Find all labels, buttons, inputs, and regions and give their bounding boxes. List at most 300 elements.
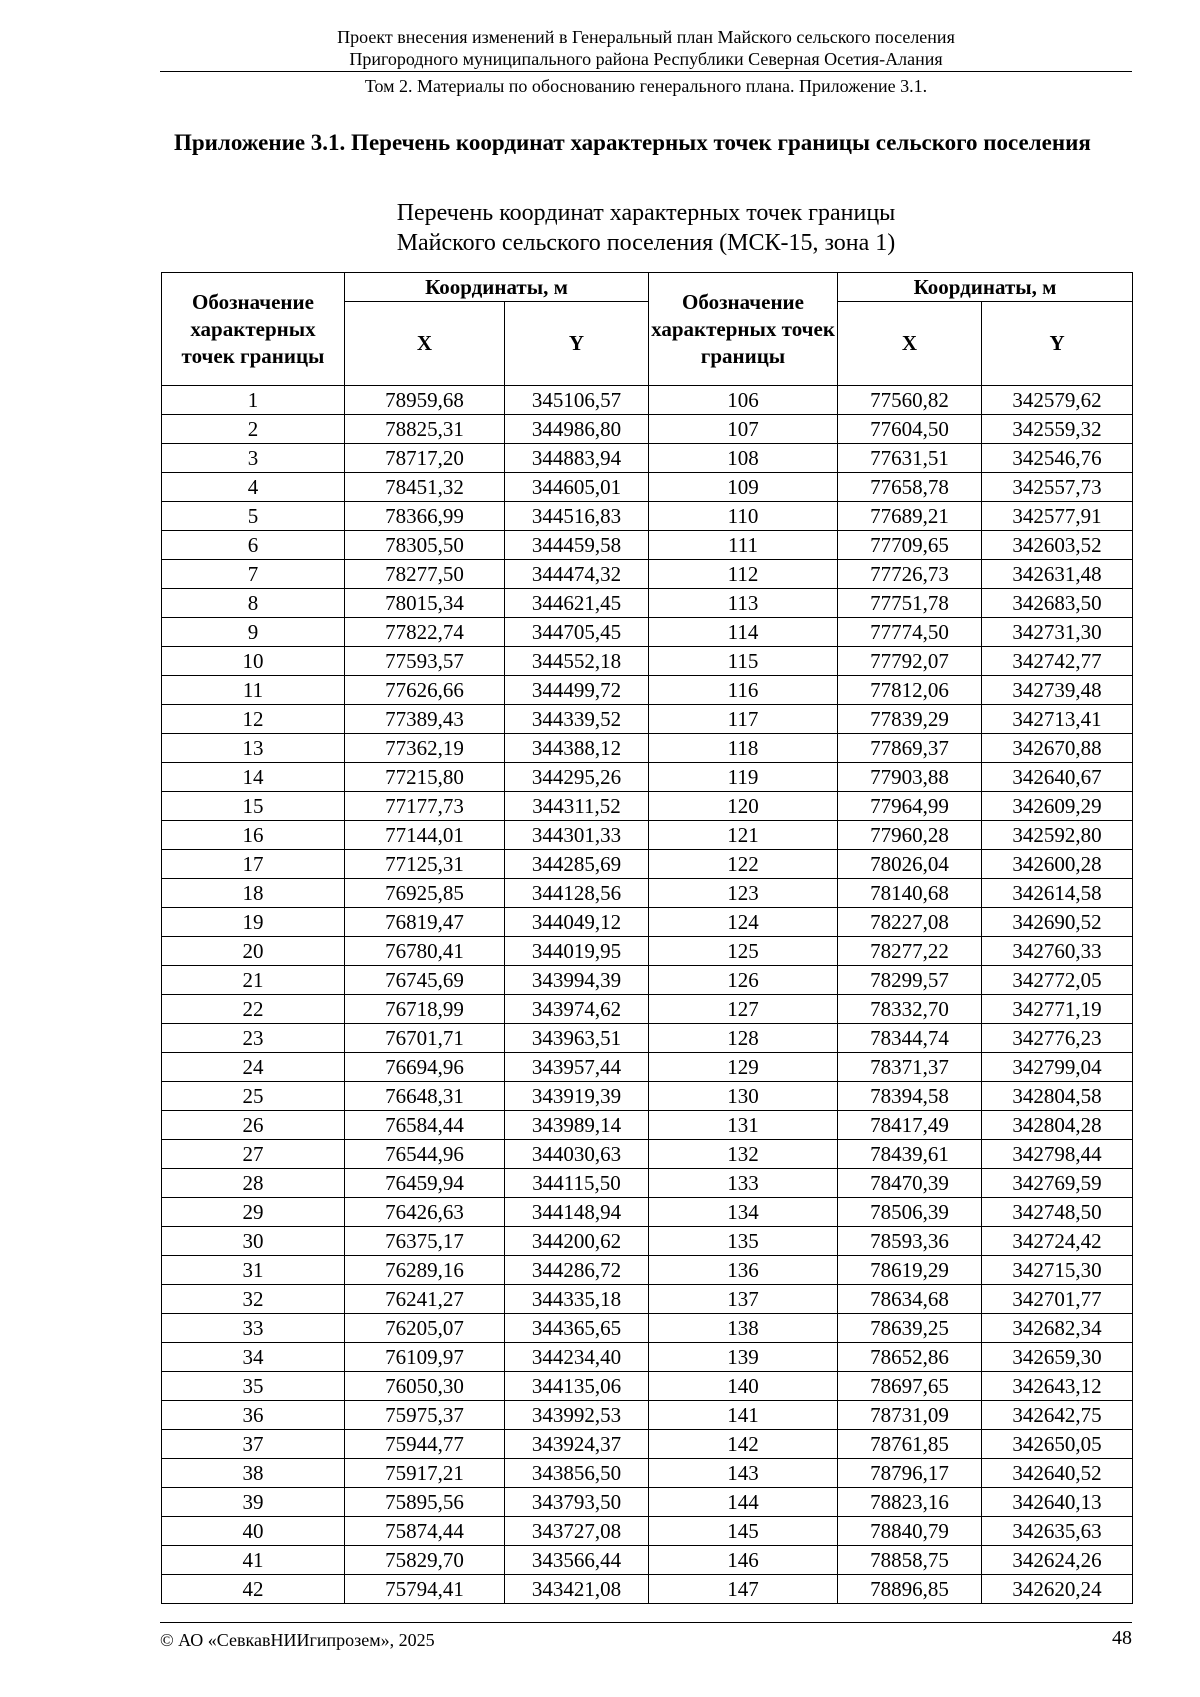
cell-point-right: 132	[649, 1140, 838, 1169]
cell-point-left: 9	[162, 618, 345, 647]
table-row	[162, 415, 1133, 444]
cell-point-right: 136	[649, 1256, 838, 1285]
cell-point-right: 122	[649, 850, 838, 879]
table-row	[162, 850, 1133, 879]
cell-x-left: 75975,37	[345, 1401, 505, 1430]
cell-point-right: 147	[649, 1575, 838, 1604]
cell-y-right: 342804,58	[982, 1082, 1133, 1111]
cell-point-left: 13	[162, 734, 345, 763]
cell-point-right: 107	[649, 415, 838, 444]
cell-y-right: 342724,42	[982, 1227, 1133, 1256]
cell-x-left: 77389,43	[345, 705, 505, 734]
cell-point-left: 14	[162, 763, 345, 792]
cell-point-right: 124	[649, 908, 838, 937]
cell-point-left: 36	[162, 1401, 345, 1430]
cell-point-left: 1	[162, 386, 345, 415]
cell-x-left: 76544,96	[345, 1140, 505, 1169]
cell-y-right: 342690,52	[982, 908, 1133, 937]
cell-point-left: 38	[162, 1459, 345, 1488]
cell-y-right: 342769,59	[982, 1169, 1133, 1198]
table-row	[162, 560, 1133, 589]
cell-y-left: 343924,37	[505, 1430, 649, 1459]
cell-x-left: 76241,27	[345, 1285, 505, 1314]
cell-x-left: 76050,30	[345, 1372, 505, 1401]
table-caption	[160, 198, 1132, 258]
cell-x-left: 78015,34	[345, 589, 505, 618]
cell-point-right: 126	[649, 966, 838, 995]
table-row	[162, 473, 1133, 502]
cell-point-left: 10	[162, 647, 345, 676]
cell-y-right: 342643,12	[982, 1372, 1133, 1401]
cell-y-right: 342609,29	[982, 792, 1133, 821]
cell-x-right: 78394,58	[838, 1082, 982, 1111]
cell-y-right: 342771,19	[982, 995, 1133, 1024]
table-row	[162, 705, 1133, 734]
header-line-2: Пригородного муниципального района Республики Северная Осетия-Алания	[349, 49, 943, 69]
cell-x-left: 76205,07	[345, 1314, 505, 1343]
cell-y-right: 342683,50	[982, 589, 1133, 618]
cell-y-left: 343992,53	[505, 1401, 649, 1430]
table-row	[162, 1082, 1133, 1111]
cell-x-right: 78796,17	[838, 1459, 982, 1488]
cell-y-left: 344285,69	[505, 850, 649, 879]
cell-x-left: 77593,57	[345, 647, 505, 676]
cell-y-right: 342682,34	[982, 1314, 1133, 1343]
cell-point-right: 116	[649, 676, 838, 705]
table-row	[162, 1111, 1133, 1140]
cell-point-right: 118	[649, 734, 838, 763]
cell-x-left: 78277,50	[345, 560, 505, 589]
header-coordinates-left: Координаты, м	[345, 273, 649, 302]
table-row	[162, 1546, 1133, 1575]
cell-x-left: 76745,69	[345, 966, 505, 995]
cell-x-right: 78026,04	[838, 850, 982, 879]
header-line-3: Том 2. Материалы по обоснованию генерального плана. Приложение 3.1.	[364, 76, 928, 96]
cell-x-right: 78332,70	[838, 995, 982, 1024]
cell-point-left: 41	[162, 1546, 345, 1575]
cell-x-left: 78825,31	[345, 415, 505, 444]
table-row	[162, 1285, 1133, 1314]
table-row	[162, 792, 1133, 821]
table-row	[162, 1517, 1133, 1546]
cell-point-right: 127	[649, 995, 838, 1024]
cell-y-right: 342799,04	[982, 1053, 1133, 1082]
cell-point-right: 134	[649, 1198, 838, 1227]
table-row	[162, 995, 1133, 1024]
table-row	[162, 676, 1133, 705]
cell-point-left: 23	[162, 1024, 345, 1053]
cell-y-left: 343974,62	[505, 995, 649, 1024]
table-row	[162, 1140, 1133, 1169]
table-row	[162, 821, 1133, 850]
header-line-1: Проект внесения изменений в Генеральный план Майского сельского поселения	[337, 27, 955, 47]
cell-point-right: 139	[649, 1343, 838, 1372]
cell-x-left: 76375,17	[345, 1227, 505, 1256]
header-divider	[160, 71, 1132, 72]
header-point-designation-left: Обозначение характерных точек границы	[162, 273, 345, 386]
cell-y-left: 344286,72	[505, 1256, 649, 1285]
cell-y-right: 342748,50	[982, 1198, 1133, 1227]
cell-x-left: 77626,66	[345, 676, 505, 705]
cell-y-left: 344301,33	[505, 821, 649, 850]
cell-y-left: 344200,62	[505, 1227, 649, 1256]
cell-y-left: 343963,51	[505, 1024, 649, 1053]
table-row	[162, 1169, 1133, 1198]
cell-y-right: 342577,91	[982, 502, 1133, 531]
cell-point-left: 19	[162, 908, 345, 937]
cell-y-left: 344339,52	[505, 705, 649, 734]
cell-point-right: 145	[649, 1517, 838, 1546]
cell-x-left: 78959,68	[345, 386, 505, 415]
table-row	[162, 618, 1133, 647]
footer-copyright: © АО «СевкавНИИгипрозем», 2025	[160, 1630, 435, 1650]
page-number: 48	[1112, 1627, 1132, 1649]
cell-point-left: 39	[162, 1488, 345, 1517]
cell-x-left: 76426,63	[345, 1198, 505, 1227]
cell-point-right: 125	[649, 937, 838, 966]
cell-x-right: 78593,36	[838, 1227, 982, 1256]
cell-x-right: 78470,39	[838, 1169, 982, 1198]
cell-point-left: 2	[162, 415, 345, 444]
cell-y-left: 344621,45	[505, 589, 649, 618]
table-row	[162, 1459, 1133, 1488]
cell-y-right: 342650,05	[982, 1430, 1133, 1459]
cell-point-left: 29	[162, 1198, 345, 1227]
cell-point-left: 22	[162, 995, 345, 1024]
cell-x-left: 75895,56	[345, 1488, 505, 1517]
cell-point-left: 35	[162, 1372, 345, 1401]
cell-point-left: 25	[162, 1082, 345, 1111]
cell-point-left: 18	[162, 879, 345, 908]
table-row	[162, 1575, 1133, 1604]
cell-x-right: 78506,39	[838, 1198, 982, 1227]
cell-point-left: 15	[162, 792, 345, 821]
cell-point-right: 115	[649, 647, 838, 676]
cell-y-left: 343989,14	[505, 1111, 649, 1140]
cell-point-right: 111	[649, 531, 838, 560]
cell-y-left: 344234,40	[505, 1343, 649, 1372]
cell-y-right: 342772,05	[982, 966, 1133, 995]
cell-point-right: 109	[649, 473, 838, 502]
cell-point-left: 12	[162, 705, 345, 734]
cell-x-left: 76780,41	[345, 937, 505, 966]
cell-y-left: 343994,39	[505, 966, 649, 995]
cell-x-left: 78366,99	[345, 502, 505, 531]
table-row	[162, 1053, 1133, 1082]
table-row	[162, 502, 1133, 531]
cell-x-left: 77125,31	[345, 850, 505, 879]
cell-x-right: 78344,74	[838, 1024, 982, 1053]
cell-y-right: 342603,52	[982, 531, 1133, 560]
cell-y-right: 342713,41	[982, 705, 1133, 734]
cell-x-left: 76289,16	[345, 1256, 505, 1285]
cell-y-right: 342731,30	[982, 618, 1133, 647]
cell-x-right: 77604,50	[838, 415, 982, 444]
cell-y-right: 342804,28	[982, 1111, 1133, 1140]
cell-x-right: 78227,08	[838, 908, 982, 937]
cell-point-left: 34	[162, 1343, 345, 1372]
cell-x-left: 75794,41	[345, 1575, 505, 1604]
header-y-left: Y	[505, 302, 649, 386]
cell-y-right: 342642,75	[982, 1401, 1133, 1430]
cell-y-left: 344459,58	[505, 531, 649, 560]
cell-x-left: 78451,32	[345, 473, 505, 502]
header-coordinates-right: Координаты, м	[838, 273, 1133, 302]
cell-point-left: 21	[162, 966, 345, 995]
cell-point-left: 37	[162, 1430, 345, 1459]
cell-x-right: 77903,88	[838, 763, 982, 792]
cell-x-right: 77658,78	[838, 473, 982, 502]
cell-point-right: 144	[649, 1488, 838, 1517]
cell-x-left: 76109,97	[345, 1343, 505, 1372]
cell-point-right: 110	[649, 502, 838, 531]
cell-x-right: 77726,73	[838, 560, 982, 589]
cell-x-right: 78619,29	[838, 1256, 982, 1285]
cell-y-left: 343566,44	[505, 1546, 649, 1575]
cell-y-left: 344605,01	[505, 473, 649, 502]
cell-x-right: 78639,25	[838, 1314, 982, 1343]
cell-x-left: 75917,21	[345, 1459, 505, 1488]
cell-point-right: 142	[649, 1430, 838, 1459]
cell-x-right: 77960,28	[838, 821, 982, 850]
table-caption-line-2: Майского сельского поселения (МСК-15, зона 1)	[396, 230, 896, 256]
cell-x-right: 78697,65	[838, 1372, 982, 1401]
cell-y-left: 343919,39	[505, 1082, 649, 1111]
cell-y-right: 342640,13	[982, 1488, 1133, 1517]
cell-x-left: 77362,19	[345, 734, 505, 763]
cell-point-left: 7	[162, 560, 345, 589]
cell-point-right: 117	[649, 705, 838, 734]
cell-point-right: 119	[649, 763, 838, 792]
cell-x-left: 76819,47	[345, 908, 505, 937]
cell-point-right: 131	[649, 1111, 838, 1140]
cell-point-right: 143	[649, 1459, 838, 1488]
cell-y-left: 343793,50	[505, 1488, 649, 1517]
cell-y-left: 343957,44	[505, 1053, 649, 1082]
cell-point-right: 141	[649, 1401, 838, 1430]
cell-y-right: 342624,26	[982, 1546, 1133, 1575]
cell-x-left: 75944,77	[345, 1430, 505, 1459]
cell-y-right: 342715,30	[982, 1256, 1133, 1285]
cell-x-right: 77689,21	[838, 502, 982, 531]
cell-y-right: 342614,58	[982, 879, 1133, 908]
cell-y-left: 344049,12	[505, 908, 649, 937]
running-header	[160, 26, 1132, 97]
appendix-title: Приложение 3.1. Перечень координат характерных точек границы сельского поселения	[174, 130, 1091, 155]
cell-point-right: 123	[649, 879, 838, 908]
cell-x-right: 77792,07	[838, 647, 982, 676]
cell-y-right: 342798,44	[982, 1140, 1133, 1169]
cell-x-right: 77869,37	[838, 734, 982, 763]
cell-point-right: 108	[649, 444, 838, 473]
cell-y-left: 344148,94	[505, 1198, 649, 1227]
page-footer	[160, 1622, 1132, 1650]
cell-x-right: 78371,37	[838, 1053, 982, 1082]
cell-x-right: 78823,16	[838, 1488, 982, 1517]
cell-point-right: 129	[649, 1053, 838, 1082]
cell-y-right: 342600,28	[982, 850, 1133, 879]
cell-x-left: 77215,80	[345, 763, 505, 792]
table-row	[162, 734, 1133, 763]
cell-point-left: 3	[162, 444, 345, 473]
cell-point-right: 138	[649, 1314, 838, 1343]
cell-y-left: 344295,26	[505, 763, 649, 792]
table-row	[162, 1488, 1133, 1517]
table-row	[162, 1343, 1133, 1372]
coordinates-table-body	[162, 386, 1133, 1604]
cell-x-left: 77177,73	[345, 792, 505, 821]
cell-y-right: 342635,63	[982, 1517, 1133, 1546]
cell-point-right: 135	[649, 1227, 838, 1256]
cell-y-left: 344474,32	[505, 560, 649, 589]
cell-x-right: 78417,49	[838, 1111, 982, 1140]
cell-y-left: 344019,95	[505, 937, 649, 966]
cell-x-right: 77964,99	[838, 792, 982, 821]
cell-y-left: 344516,83	[505, 502, 649, 531]
cell-y-left: 344388,12	[505, 734, 649, 763]
cell-point-right: 137	[649, 1285, 838, 1314]
cell-point-left: 8	[162, 589, 345, 618]
cell-point-right: 130	[649, 1082, 838, 1111]
cell-y-left: 344135,06	[505, 1372, 649, 1401]
cell-y-right: 342640,67	[982, 763, 1133, 792]
cell-point-right: 113	[649, 589, 838, 618]
cell-x-right: 77839,29	[838, 705, 982, 734]
cell-y-right: 342620,24	[982, 1575, 1133, 1604]
cell-point-left: 42	[162, 1575, 345, 1604]
cell-y-right: 342670,88	[982, 734, 1133, 763]
coordinates-table	[161, 272, 1133, 1604]
cell-point-left: 32	[162, 1285, 345, 1314]
table-row	[162, 1024, 1133, 1053]
cell-point-right: 106	[649, 386, 838, 415]
table-row	[162, 763, 1133, 792]
cell-x-right: 78140,68	[838, 879, 982, 908]
header-x-left: X	[345, 302, 505, 386]
cell-y-left: 344030,63	[505, 1140, 649, 1169]
cell-point-left: 20	[162, 937, 345, 966]
cell-x-right: 77812,06	[838, 676, 982, 705]
cell-point-right: 120	[649, 792, 838, 821]
cell-x-right: 78761,85	[838, 1430, 982, 1459]
cell-point-left: 6	[162, 531, 345, 560]
cell-y-left: 344883,94	[505, 444, 649, 473]
cell-x-right: 77631,51	[838, 444, 982, 473]
cell-y-right: 342701,77	[982, 1285, 1133, 1314]
table-row	[162, 937, 1133, 966]
table-row	[162, 1198, 1133, 1227]
cell-x-right: 77751,78	[838, 589, 982, 618]
cell-point-left: 11	[162, 676, 345, 705]
table-row	[162, 966, 1133, 995]
cell-x-left: 78717,20	[345, 444, 505, 473]
cell-x-right: 78299,57	[838, 966, 982, 995]
cell-y-right: 342579,62	[982, 386, 1133, 415]
cell-point-left: 17	[162, 850, 345, 879]
table-row	[162, 1256, 1133, 1285]
cell-point-right: 114	[649, 618, 838, 647]
cell-x-right: 78277,22	[838, 937, 982, 966]
table-row	[162, 589, 1133, 618]
cell-x-right: 78858,75	[838, 1546, 982, 1575]
cell-y-left: 344335,18	[505, 1285, 649, 1314]
cell-x-left: 75874,44	[345, 1517, 505, 1546]
cell-y-right: 342592,80	[982, 821, 1133, 850]
cell-x-left: 78305,50	[345, 531, 505, 560]
table-row	[162, 1314, 1133, 1343]
table-row	[162, 908, 1133, 937]
cell-y-left: 344552,18	[505, 647, 649, 676]
cell-point-left: 28	[162, 1169, 345, 1198]
cell-x-left: 75829,70	[345, 1546, 505, 1575]
cell-point-right: 128	[649, 1024, 838, 1053]
cell-x-left: 76718,99	[345, 995, 505, 1024]
cell-x-right: 77709,65	[838, 531, 982, 560]
cell-x-left: 76701,71	[345, 1024, 505, 1053]
cell-point-left: 33	[162, 1314, 345, 1343]
cell-x-left: 77822,74	[345, 618, 505, 647]
cell-y-left: 344705,45	[505, 618, 649, 647]
cell-x-left: 77144,01	[345, 821, 505, 850]
cell-point-right: 146	[649, 1546, 838, 1575]
table-caption-line-1: Перечень координат характерных точек границы	[396, 200, 896, 226]
cell-x-right: 78731,09	[838, 1401, 982, 1430]
cell-y-left: 344128,56	[505, 879, 649, 908]
cell-y-left: 344499,72	[505, 676, 649, 705]
cell-x-left: 76459,94	[345, 1169, 505, 1198]
cell-point-left: 40	[162, 1517, 345, 1546]
cell-y-right: 342776,23	[982, 1024, 1133, 1053]
cell-x-left: 76694,96	[345, 1053, 505, 1082]
cell-y-right: 342742,77	[982, 647, 1133, 676]
cell-y-right: 342640,52	[982, 1459, 1133, 1488]
cell-point-right: 121	[649, 821, 838, 850]
header-y-right: Y	[982, 302, 1133, 386]
table-row	[162, 1227, 1133, 1256]
cell-y-left: 344311,52	[505, 792, 649, 821]
cell-y-right: 342557,73	[982, 473, 1133, 502]
table-row	[162, 531, 1133, 560]
table-row	[162, 386, 1133, 415]
cell-y-left: 343421,08	[505, 1575, 649, 1604]
cell-point-right: 112	[649, 560, 838, 589]
table-row	[162, 879, 1133, 908]
cell-point-left: 26	[162, 1111, 345, 1140]
cell-x-right: 78896,85	[838, 1575, 982, 1604]
cell-y-right: 342739,48	[982, 676, 1133, 705]
cell-x-left: 76584,44	[345, 1111, 505, 1140]
cell-x-left: 76648,31	[345, 1082, 505, 1111]
cell-x-right: 78652,86	[838, 1343, 982, 1372]
table-row	[162, 1372, 1133, 1401]
cell-x-right: 78634,68	[838, 1285, 982, 1314]
cell-x-right: 77560,82	[838, 386, 982, 415]
cell-point-left: 16	[162, 821, 345, 850]
cell-y-left: 343856,50	[505, 1459, 649, 1488]
cell-point-left: 4	[162, 473, 345, 502]
cell-y-right: 342659,30	[982, 1343, 1133, 1372]
table-row	[162, 647, 1133, 676]
cell-point-right: 140	[649, 1372, 838, 1401]
cell-point-left: 31	[162, 1256, 345, 1285]
cell-x-right: 77774,50	[838, 618, 982, 647]
cell-point-left: 30	[162, 1227, 345, 1256]
cell-y-right: 342631,48	[982, 560, 1133, 589]
cell-point-right: 133	[649, 1169, 838, 1198]
cell-y-left: 343727,08	[505, 1517, 649, 1546]
cell-x-left: 76925,85	[345, 879, 505, 908]
cell-x-right: 78439,61	[838, 1140, 982, 1169]
